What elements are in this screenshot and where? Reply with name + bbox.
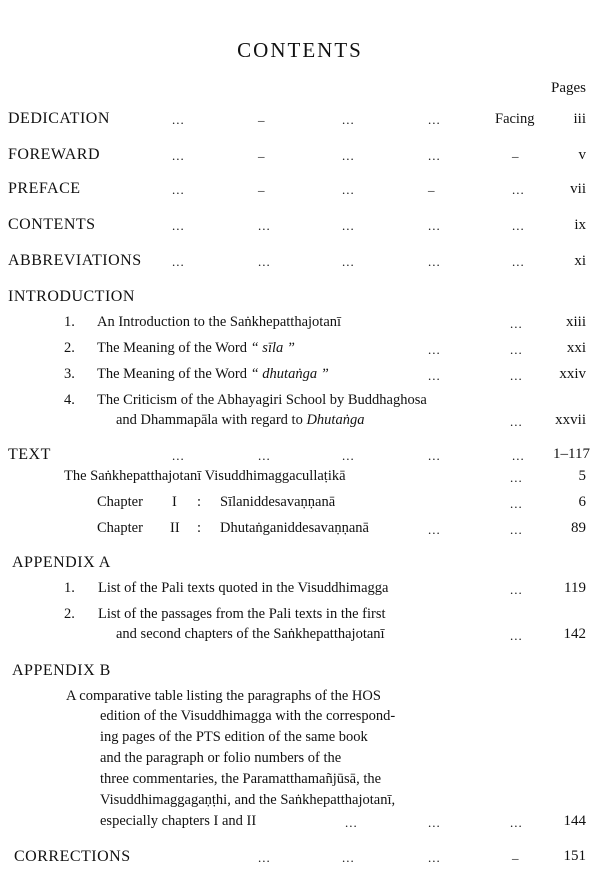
sub-entry-text: The Saṅkhepatthajotanī Visuddhimaggacullaṭikā <box>64 468 346 484</box>
leader-dots: ... <box>510 342 523 357</box>
page-number: xxiv <box>559 366 586 382</box>
page-number: 1–117 <box>553 446 590 462</box>
list-item-text-main: The Meaning of the Word <box>97 340 247 356</box>
leader-dots: ... <box>428 254 441 269</box>
leader-dots: ... <box>428 148 441 163</box>
toc-entry-label: ABBREVIATIONS <box>8 252 142 269</box>
list-item-number: 2. <box>64 340 75 356</box>
paragraph-line: A comparative table listing the paragraphs of the HOS <box>66 688 381 704</box>
chapter-label: Chapter <box>97 494 143 510</box>
page-number: iii <box>573 111 586 127</box>
list-item-text: List of the passages from the Pali texts in the first <box>98 606 386 622</box>
toc-entry-label: DEDICATION <box>8 110 110 127</box>
leader-dash: _ <box>428 178 436 193</box>
page-number: ix <box>574 217 586 233</box>
leader-dots: ... <box>258 448 271 463</box>
section-heading: APPENDIX B <box>12 662 111 679</box>
list-item-text-main: The Meaning of the Word <box>97 366 247 382</box>
leader-dots: ... <box>172 182 185 197</box>
leader-dots: ... <box>342 850 355 865</box>
leader-dots: ... <box>510 368 523 383</box>
facing-label: Facing <box>495 111 535 127</box>
page-number: xiii <box>565 314 586 330</box>
chapter-number: I <box>172 494 177 510</box>
list-item-number: 3. <box>64 366 75 382</box>
page-number: xxvii <box>555 412 586 428</box>
chapter-name: Dhutaṅganiddesavaṇṇanā <box>220 520 369 536</box>
page-number: xxi <box>566 340 586 356</box>
leader-dots: ... <box>510 522 523 537</box>
pages-column-label: Pages <box>551 80 586 96</box>
page-number: 151 <box>563 848 586 864</box>
list-item-text-continued <box>116 412 364 429</box>
leader-dots: ... <box>510 414 523 429</box>
leader-dots: ... <box>510 628 523 643</box>
list-item-term: Dhutaṅga <box>306 412 365 428</box>
list-item-term: “ dhutaṅga ” <box>250 366 329 382</box>
chapter-number: II <box>170 520 180 536</box>
toc-entry-label: CONTENTS <box>8 216 96 233</box>
leader-dots: ... <box>342 112 355 127</box>
leader-dots: ... <box>258 218 271 233</box>
toc-entry-label: FOREWARD <box>8 146 101 163</box>
leader-dots: ... <box>428 850 441 865</box>
leader-dots: ... <box>428 112 441 127</box>
list-item-text: The Criticism of the Abhayagiri School by Buddhaghosa <box>97 392 427 408</box>
list-item-number: 1. <box>64 580 75 596</box>
list-item-text-continued: and second chapters of the Saṅkhepatthajotanī <box>116 626 385 642</box>
leader-dots: ... <box>510 470 523 485</box>
leader-dots: ... <box>510 496 523 511</box>
leader-dots: ... <box>172 112 185 127</box>
leader-dots: ... <box>342 148 355 163</box>
leader-dots: ... <box>342 182 355 197</box>
leader-dash: _ <box>258 144 266 159</box>
page-title: CONTENTS <box>237 38 363 62</box>
leader-dots: ... <box>428 815 441 830</box>
leader-dots: ... <box>172 218 185 233</box>
leader-dots: ... <box>342 254 355 269</box>
section-heading: APPENDIX A <box>12 554 111 571</box>
leader-dots: ... <box>428 522 441 537</box>
leader-dots: ... <box>342 218 355 233</box>
toc-entry-label: PREFACE <box>8 180 81 197</box>
page-number: xi <box>574 253 586 269</box>
leader-dots: ... <box>512 218 525 233</box>
chapter-colon: : <box>197 520 202 536</box>
section-heading: TEXT <box>8 446 51 463</box>
list-item-number: 1. <box>64 314 75 330</box>
page-number: 144 <box>563 813 586 829</box>
toc-entry-label: CORRECTIONS <box>14 848 131 865</box>
list-item-term: “ sīla ” <box>250 340 295 356</box>
leader-dots: ... <box>172 254 185 269</box>
leader-dots: ... <box>428 368 441 383</box>
leader-dots: ... <box>172 148 185 163</box>
chapter-colon: : <box>197 494 202 510</box>
page-number: 89 <box>571 520 586 536</box>
leader-dots: ... <box>512 448 525 463</box>
leader-dots: ... <box>510 815 523 830</box>
page-number: vii <box>570 181 586 197</box>
list-item-text-main: and Dhammapāla with regard to <box>116 412 303 428</box>
leader-dash: _ <box>512 846 520 861</box>
leader-dash: _ <box>258 178 266 193</box>
leader-dash: _ <box>512 144 520 159</box>
paragraph-line: Visuddhimaggagaṇṭhi, and the Saṅkhepatthajotanī, <box>100 792 396 808</box>
paragraph-line: and the paragraph or folio numbers of the <box>100 750 342 766</box>
list-item-text <box>97 366 329 383</box>
list-item-number: 2. <box>64 606 75 622</box>
paragraph-line: especially chapters I and II <box>100 813 257 829</box>
chapter-label: Chapter <box>97 520 143 536</box>
list-item-text: An Introduction to the Saṅkhepatthajotanī <box>97 314 342 330</box>
leader-dots: ... <box>512 182 525 197</box>
page-number: v <box>578 147 586 163</box>
leader-dots: ... <box>345 815 358 830</box>
leader-dots: ... <box>428 448 441 463</box>
leader-dots: ... <box>510 582 523 597</box>
paragraph-line: edition of the Visuddhimagga with the correspond- <box>100 708 396 724</box>
leader-dots: ... <box>512 254 525 269</box>
list-item-text: List of the Pali texts quoted in the Visuddhimagga <box>98 580 389 596</box>
section-heading: INTRODUCTION <box>8 288 135 305</box>
leader-dots: ... <box>258 850 271 865</box>
leader-dots: ... <box>258 254 271 269</box>
list-item-text <box>97 340 295 357</box>
paragraph-line: three commentaries, the Paramatthamañjūsā, the <box>100 771 382 787</box>
leader-dots: ... <box>428 218 441 233</box>
leader-dots: ... <box>342 448 355 463</box>
paragraph-line: ing pages of the PTS edition of the same book <box>100 729 368 745</box>
list-item-number: 4. <box>64 392 75 408</box>
page-number: 6 <box>578 494 586 510</box>
page-number: 5 <box>578 468 586 484</box>
leader-dots: ... <box>428 342 441 357</box>
page-number: 119 <box>564 580 586 596</box>
leader-dash: _ <box>258 108 266 123</box>
leader-dots: ... <box>510 316 523 331</box>
page-number: 142 <box>563 626 586 642</box>
chapter-name: Sīlaniddesavaṇṇanā <box>220 494 336 510</box>
leader-dots: ... <box>172 448 185 463</box>
